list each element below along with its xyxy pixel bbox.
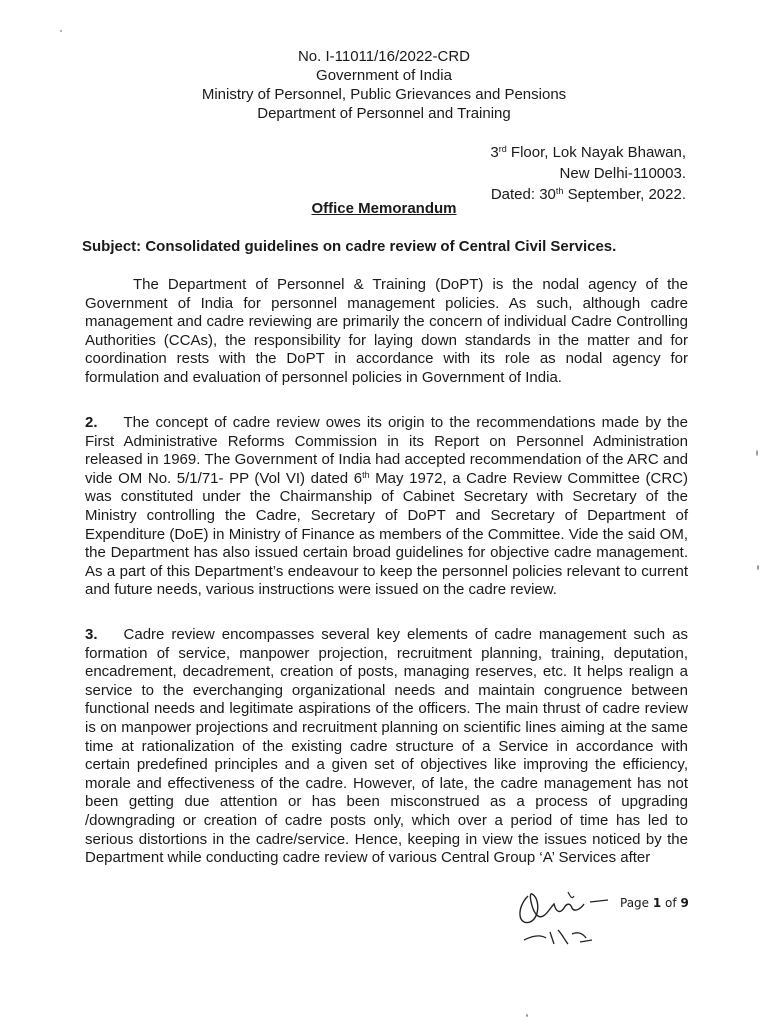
scan-speck <box>60 30 62 32</box>
letterhead <box>0 47 768 123</box>
government-name: Government of India <box>316 67 452 84</box>
scan-speck <box>757 565 759 570</box>
page-number: Page 1 of 9 <box>620 896 689 910</box>
paragraph-1: The Department of Personnel & Training (DoPT) is the nodal agency of the Government of India for personnel management policies. As such, although cadre management and cadre reviewing are primarily the concern of individual Cadre Controlling Authorities (CCAs), the responsibility for laying down standards in the matter and for coordination rests with the DoPT in accordance with its role as nodal agency for formulation and evaluation of personnel policies in Government of India. <box>85 276 688 386</box>
subject-line: Subject: Consolidated guidelines on cadre review of Central Civil Services. <box>82 238 617 255</box>
scan-speck <box>526 1014 528 1017</box>
department-name: Department of Personnel and Training <box>257 105 511 122</box>
handwritten-signature <box>510 882 620 952</box>
address-line-1: 3rd Floor, Lok Nayak Bhawan, <box>490 144 686 161</box>
file-number: No. I-11011/16/2022-CRD <box>297 48 471 65</box>
scan-speck <box>756 450 758 456</box>
paragraph-3: 3. Cadre review encompasses several key elements of cadre management such as formation of service, manpower projection, recruitment planning, training, deputation, encadrement, decadrement, creation of posts, managing reserves, etc. It helps realign a service to the everchanging organizational needs and maintain congruence between functional needs and legitimate aspirations of the officers. The main thrust of cadre review is on manpower projections and recruitment planning on scientific lines aiming at the same time at rationalization of the existing cadre structure of a Service in accordance with certain predefined principles and a given set of objectives like improving the efficiency, morale and effectiveness of the cadre. However, of late, the cadre management has not been getting due attention or has been misconstrued as a process of upgrading /downgrading or creation of cadre posts only, which over a period of time has led to serious distortions in the cadre/service. Hence, keeping in view the issues noticed by the Department while conducting cadre review of various Central Group ‘A’ Services after <box>85 626 688 867</box>
address-block <box>490 142 686 205</box>
address-city: New Delhi-110003. <box>559 165 686 182</box>
ministry-name: Ministry of Personnel, Public Grievances and Pensions <box>201 86 567 103</box>
memo-date: Dated: 30th September, 2022. <box>490 186 686 203</box>
paragraph-2: 2. The concept of cadre review owes its origin to the recommendations made by the First Administrative Reforms Commission in its Report on Personnel Administration released in 1969. The Government of India had accepted recommendation of the ARC and vide OM No. 5/1/71- PP (Vol VI) dated 6th May 1972, a Cadre Review Committee (CRC) was constituted under the Chairmanship of Cabinet Secretary with Secretary of the Ministry controlling the Cadre, Secretary of DoPT and Secretary of Department of Expenditure (DoE) in Ministry of Finance as members of the Committee. Vide the said OM, the Department has also issued certain broad guidelines for objective cadre management. As a part of this Department’s endeavour to keep the personnel policies relevant to current and future needs, various instructions were issued on the cadre review. <box>85 414 688 599</box>
memo-title: Office Memorandum <box>311 200 457 217</box>
